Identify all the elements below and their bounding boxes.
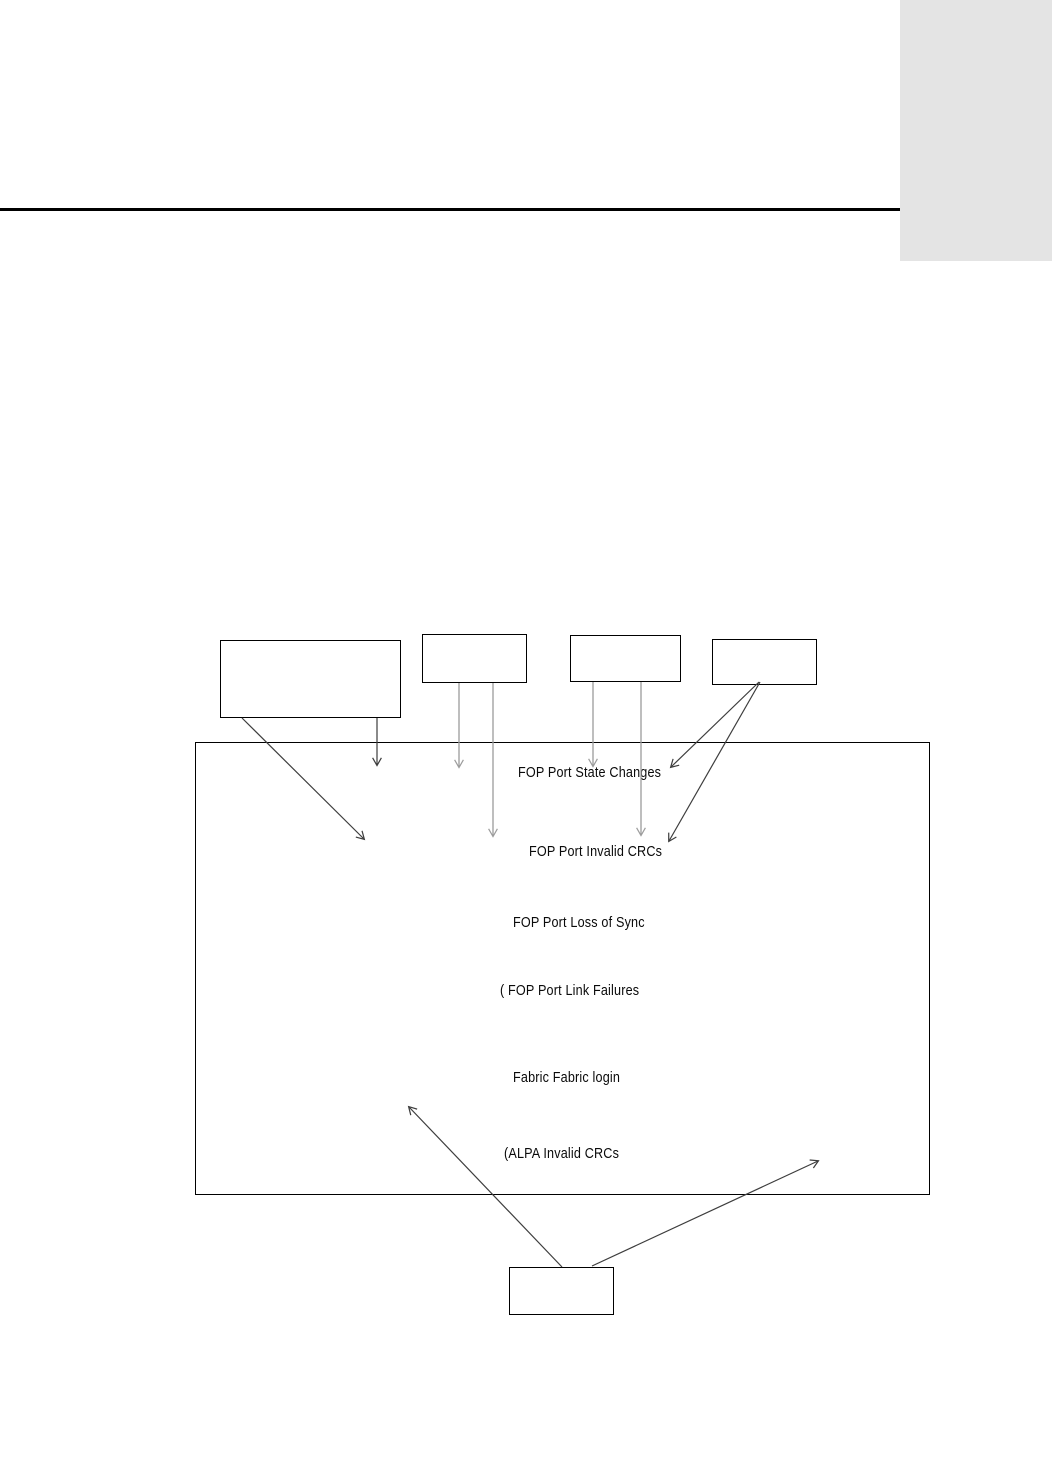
label-fabric-fabric-login: Fabric Fabric login [513, 1070, 621, 1086]
diagram-frame [195, 742, 930, 1195]
label-fop-port-state-changes: FOP Port State Changes [518, 765, 662, 781]
label-alpa-invalid-crcs: (ALPA Invalid CRCs [504, 1146, 620, 1162]
callout-box-bottom [509, 1267, 614, 1315]
page-corner-tab [900, 0, 1052, 261]
label-fop-port-link-failures: ( FOP Port Link Failures [500, 983, 640, 999]
header-rule [0, 208, 900, 211]
label-fop-port-invalid-crcs: FOP Port Invalid CRCs [529, 844, 663, 860]
label-fop-port-loss-of-sync: FOP Port Loss of Sync [513, 915, 645, 931]
callout-box-1 [220, 640, 401, 718]
callout-box-3 [570, 635, 681, 682]
callout-box-4 [712, 639, 817, 685]
callout-box-2 [422, 634, 527, 683]
